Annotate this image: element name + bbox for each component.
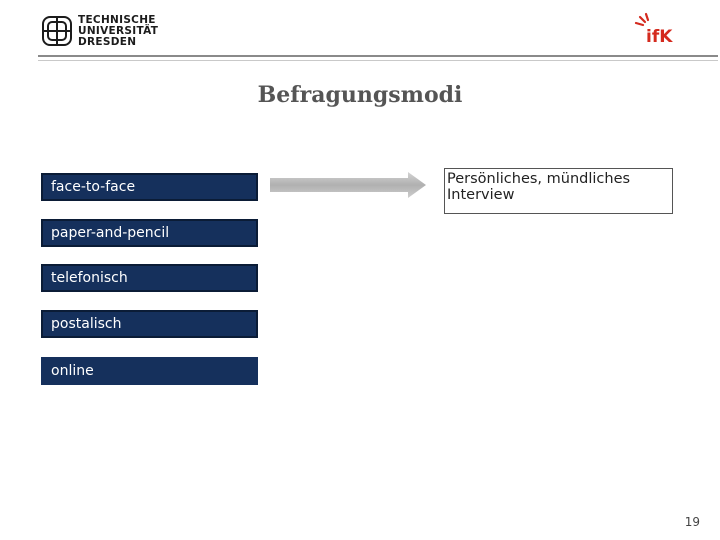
ifk-logo-text: ifK bbox=[646, 27, 673, 46]
institution-line-1: TECHNISCHE bbox=[78, 14, 156, 26]
tu-dresden-seal-icon bbox=[40, 14, 74, 48]
mode-box-postalisch: postalisch bbox=[41, 310, 258, 338]
page-number: 19 bbox=[684, 515, 700, 529]
mode-description: Persönliches, mündliches Interview bbox=[444, 168, 673, 214]
slide-title: Befragungsmodi bbox=[257, 82, 463, 108]
header-divider-thin bbox=[38, 60, 718, 61]
mode-box-face-to-face: face-to-face bbox=[41, 173, 258, 201]
mode-box-telefonisch: telefonisch bbox=[41, 264, 258, 292]
tu-dresden-logo bbox=[40, 14, 160, 52]
mode-box-paper-and-pencil: paper-and-pencil bbox=[41, 219, 258, 247]
header-divider bbox=[38, 55, 718, 57]
institution-line-2: UNIVERSITÄT bbox=[78, 25, 159, 37]
right-arrow-icon bbox=[270, 172, 426, 198]
mode-box-online: online bbox=[41, 357, 258, 385]
institution-line-3: DRESDEN bbox=[78, 36, 137, 48]
ifk-logo bbox=[632, 10, 692, 46]
institution-name bbox=[78, 15, 162, 48]
